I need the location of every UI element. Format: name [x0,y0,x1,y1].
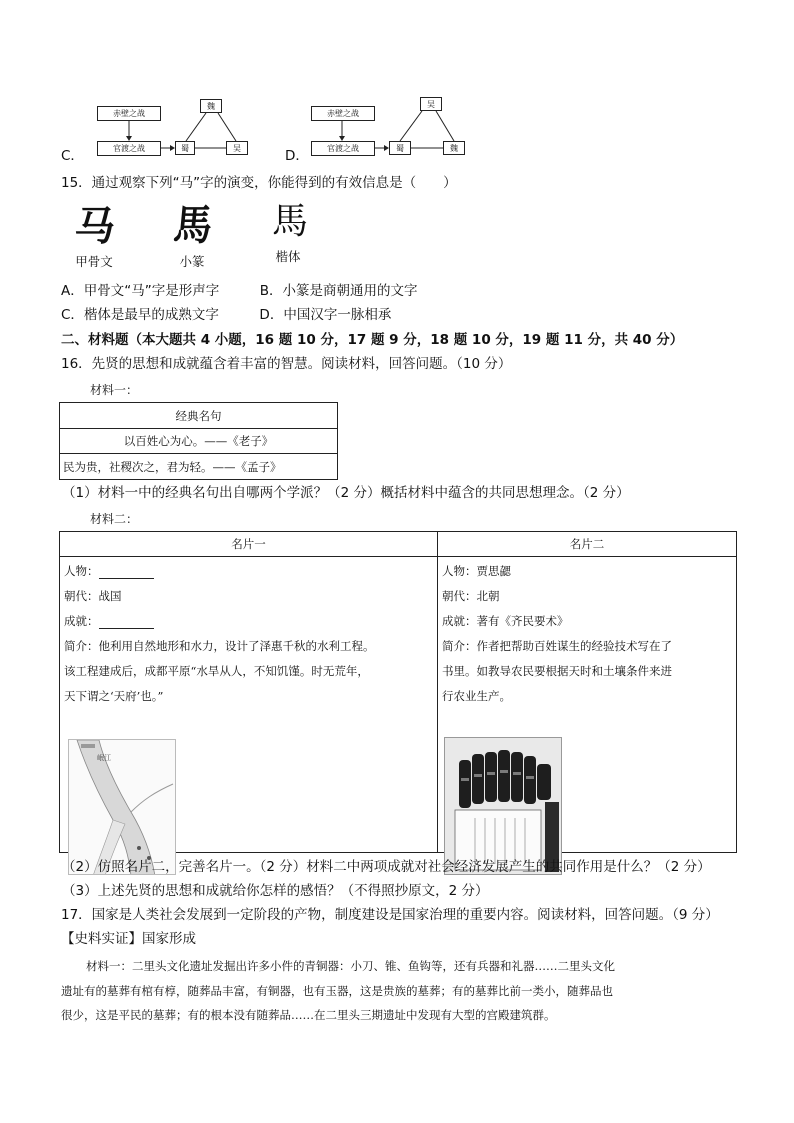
quotes-table [59,402,338,480]
q17-section-title: 【史料实证】国家形成 [61,931,196,947]
q16-material1-label: 材料一： [90,383,139,397]
card1-body [60,557,438,853]
diagram-d-right: 魏 [443,141,465,155]
diagram-c-top: 赤壁之战 [97,106,161,121]
glyph-seal-script: 馬 [171,199,215,250]
q16-sub1: （1）材料一中的经典名句出自哪两个学派？（2 分）概括材料中蕴含的共同思想理念。（2 分） [62,485,630,501]
card1-intro-line1: 简介：他利用自然地形和水力，设计了泽惠千秋的水利工程。 [64,639,375,653]
card2-header: 名片二 [438,532,737,557]
name-cards-table [59,531,737,853]
q17-material1-line3: 很少，这是平民的墓葬；有的根本没有随葬品……在二里头三期遗址中发现有大型的宫殿建筑群。 [61,1008,556,1022]
card1-header: 名片一 [60,532,438,557]
diagram-c-bottom: 官渡之战 [97,141,161,156]
card2-intro-line2: 书里。如教导农民要根据天时和土壤条件来进 [442,664,672,678]
card1-person-blank[interactable] [99,565,154,579]
q16-sub2: （2）仿照名片二，完善名片一。（2 分）材料二中两项成就对社会经济发展产生的共同作用是什么？（2 分） [62,859,711,875]
card1-intro-line3: 天下谓之‘天府’也。” [64,689,164,703]
q16-material2-label: 材料二： [90,512,139,526]
glyph-caption-regular: 楷体 [275,249,301,264]
diagram-d-bottom: 官渡之战 [311,141,375,156]
glyph-caption-oracle: 甲骨文 [75,254,113,269]
diagram-d-apex: 吴 [420,97,442,111]
qimin-yaoshu-photo [444,737,562,875]
section-2-heading: 二、材料题（本大题共 4 小题，16 题 10 分，17 题 9 分，18 题 10 分，19 题 11 分，共 40 分） [61,332,684,348]
card2-intro-line3: 行农业生产。 [442,689,511,703]
q17-material1-line2: 遗址有的墓葬有棺有椁，随葬品丰富，有铜器，也有玉器，这是贵族的墓葬；有的墓葬比前一类小，随葬品也 [61,984,613,998]
card1-achievement [64,609,433,634]
card2-body [438,557,737,853]
q15-options-row2: C．楷体是最早的成熟文字 D．中国汉字一脉相承 [61,307,392,323]
card1-intro-line2: 该工程建成后，成都平原“水旱从人，不知饥馑。时无荒年， [64,664,369,678]
map-river-label: 岷江 [97,754,111,762]
card1-person-label: 人物： [64,564,99,578]
quote-mencius: 民为贵，社稷次之，君为轻。——《孟子》 [60,454,338,480]
glyph-caption-seal: 小篆 [179,254,205,269]
diagram-d-left: 蜀 [389,141,411,155]
option-c-label: C． [61,148,84,164]
dujiangyan-map [68,739,176,875]
card2-person: 人物：贾思勰 [442,564,511,578]
quote-laozi: 以百姓心为心。——《老子》 [60,429,338,454]
quotes-table-header: 经典名句 [60,403,338,429]
card1-dynasty: 朝代：战国 [64,589,122,603]
glyph-regular-script: 馬 [271,201,308,242]
card1-achievement-label: 成就： [64,614,99,628]
diagram-c-right: 吴 [226,141,248,155]
q17-material1-line1: 材料一：二里头文化遗址发掘出许多小件的青铜器：小刀、锥、鱼钩等，还有兵器和礼器……二里头文化 [86,959,615,973]
option-d-label: D． [285,148,309,164]
diagram-c-left: 蜀 [175,141,195,155]
q16-stem: 16．先贤的思想和成就蕴含着丰富的智慧。阅读材料，回答问题。（10 分） [61,356,512,372]
diagram-d-top: 赤壁之战 [311,106,375,121]
glyph-oracle-bone: 马 [71,203,119,250]
card1-person [64,559,433,584]
q15-options-row1: A．甲骨文“马”字是形声字 B．小篆是商朝通用的文字 [61,283,418,299]
q17-stem: 17．国家是人类社会发展到一定阶段的产物，制度建设是国家治理的重要内容。阅读材料，回答问题。（9 分） [61,907,719,923]
q15-stem: 15．通过观察下列“马”字的演变，你能得到的有效信息是（ ） [61,175,457,191]
card2-intro-line1: 简介：作者把帮助百姓谋生的经验技术写在了 [442,639,672,653]
q16-sub3: （3）上述先贤的思想和成就给你怎样的感悟？（不得照抄原文，2 分） [62,883,489,899]
card2-dynasty: 朝代：北朝 [442,589,500,603]
diagram-c-apex: 魏 [200,99,222,113]
card2-achievement: 成就：著有《齐民要术》 [442,614,569,628]
card1-achievement-blank[interactable] [99,615,154,629]
